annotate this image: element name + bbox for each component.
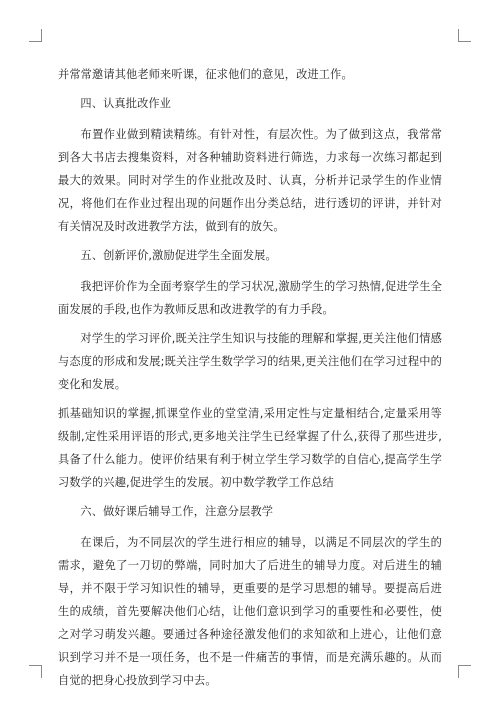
crop-mark-top-right bbox=[458, 29, 471, 42]
paragraph-evaluation-method: 抓基础知识的掌握,抓课堂作业的堂堂清,采用定性与定量相结合,定量采用等级制,定性采用评语的形式,更多地关注学生已经掌握了什么,获得了那些进步,具备了什么能力。使评价结果有利于树立学生学习数学的自信心,提高学生学习数学的兴趣,促进学生的发展。初中数学教学工作总结 bbox=[58, 407, 442, 489]
paragraph-continued: 并常常邀请其他老师来听课，征求他们的意见，改进工作。 bbox=[58, 68, 353, 81]
crop-mark-bottom-right bbox=[458, 665, 471, 678]
paragraph-evaluation-intro: 我把评价作为全面考察学生的学习状况,激励学生的学习热情,促进学生全面发展的手段,也作为教师反思和改进教学的有力手段。 bbox=[58, 280, 442, 316]
paragraph-homework: 布置作业做到精读精练。有针对性，有层次性。为了做到这点，我常常到各大书店去搜集资料，对各种辅助资料进行筛选，力求每一次练习都起到最大的效果。同时对学生的作业批改及时、认真，分析并记录学生的作业情况，将他们在作业过程出现的问题作出分类总结，进行透切的评讲，并针对有关情况及时改进教学方法，做到有的放矢。 bbox=[58, 128, 442, 233]
crop-mark-top-left bbox=[29, 29, 42, 42]
section-heading-5: 五、创新评价,激励促进学生全面发展。 bbox=[80, 249, 277, 262]
paragraph-tutoring: 在课后，为不同层次的学生进行相应的辅导，以满足不同层次的学生的需求，避免了一刀切的弊端，同时加大了后进生的辅导力度。对后进生的辅导，并不限于学习知识性的辅导，更重要的是学习思想的辅导。要提高后进生的成绩，首先要解决他们心结，让他们意识到学习的重要性和必要性，使之对学习萌发兴趣。要通过各种途径激发他们的求知欲和上进心，让他们意识到学习并不是一项任务，也不是一件痛苦的事情，而是充满乐趣的。从而自觉的把身心投放到学习中去。 bbox=[58, 536, 442, 687]
document-body bbox=[58, 63, 442, 698]
paragraph-evaluation-detail: 对学生的学习评价,既关注学生知识与技能的理解和掌握,更关注他们情感与态度的形成和发展;既关注学生数学学习的结果,更关注他们在学习过程中的变化和发展。 bbox=[58, 332, 442, 391]
section-heading-6: 六、做好课后辅导工作，注意分层教学 bbox=[80, 505, 274, 518]
crop-mark-bottom-left bbox=[29, 665, 42, 678]
section-heading-4: 四、认真批改作业 bbox=[80, 97, 172, 110]
